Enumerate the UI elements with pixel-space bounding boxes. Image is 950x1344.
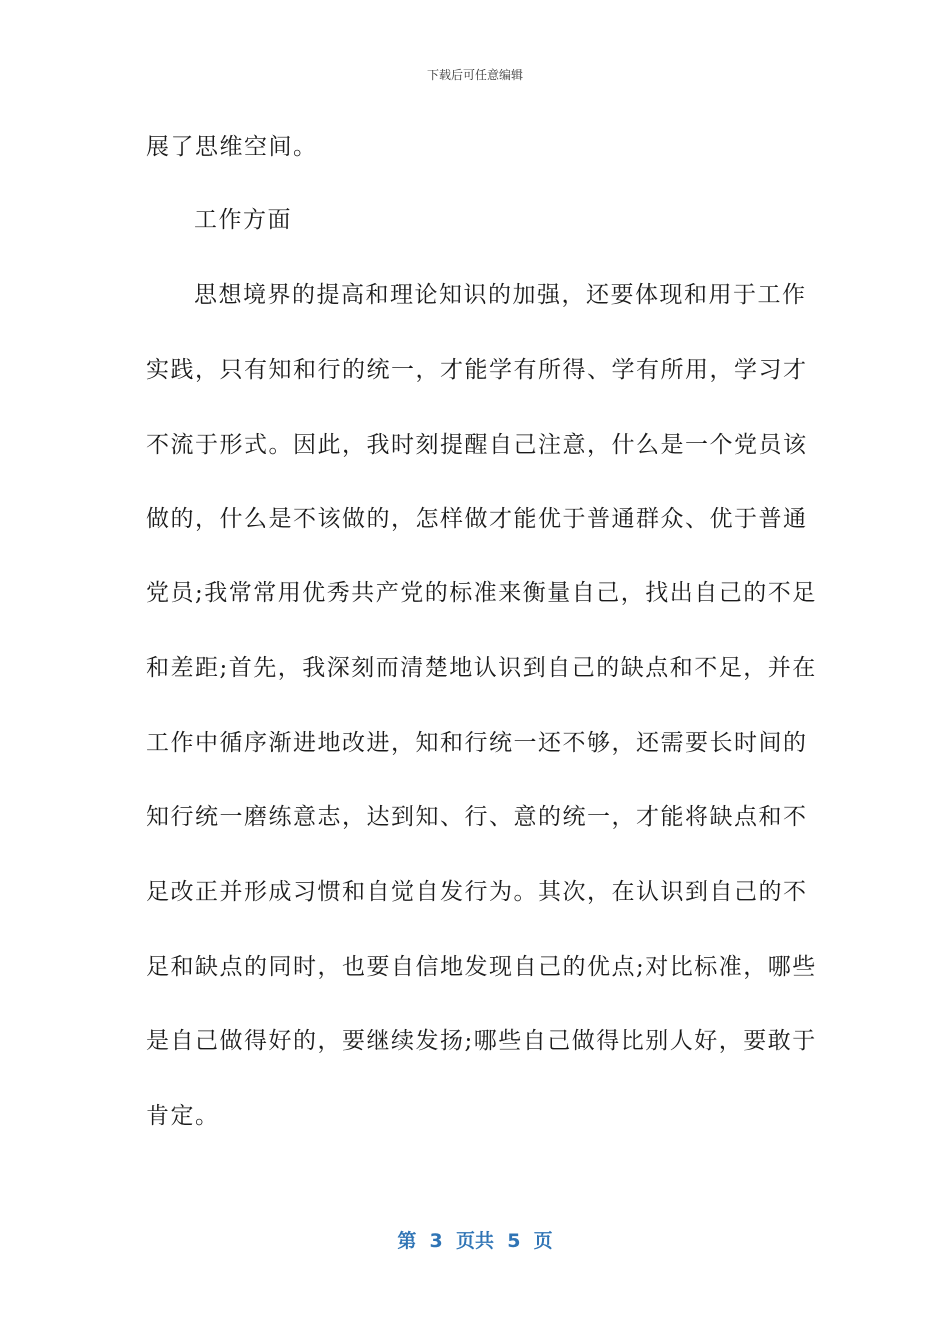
text-line: 实践，只有知和行的统一，才能学有所得、学有所用，学习才	[146, 357, 808, 383]
text-line: 工作中循序渐进地改进，知和行统一还不够，还需要长时间的	[146, 730, 808, 756]
text-line: 和差距;首先，我深刻而清楚地认识到自己的缺点和不足，并在	[146, 655, 817, 681]
text-line: 足改正并形成习惯和自觉自发行为。其次，在认识到自己的不	[146, 879, 808, 905]
page-number: 第 3 页共 5 页	[397, 1230, 553, 1252]
text-line: 做的，什么是不该做的，怎样做才能优于普通群众、优于普通	[146, 506, 808, 532]
text-line: 足和缺点的同时，也要自信地发现自己的优点;对比标准，哪些	[146, 954, 817, 980]
text-line: 是自己做得好的，要继续发扬;哪些自己做得比别人好，要敢于	[146, 1028, 817, 1054]
page-header: 下载后可任意编辑	[426, 68, 523, 82]
text-line: 思想境界的提高和理论知识的加强，还要体现和用于工作	[194, 282, 807, 308]
text-line: 党员;我常常用优秀共产党的标准来衡量自己，找出自己的不足	[146, 580, 817, 606]
text-line: 不流于形式。因此，我时刻提醒自己注意，什么是一个党员该	[146, 432, 808, 458]
text-line: 知行统一磨练意志，达到知、行、意的统一，才能将缺点和不	[146, 804, 808, 830]
text-line: 展了思维空间。	[146, 134, 318, 160]
section-heading: 工作方面	[194, 207, 292, 233]
text-line: 肯定。	[146, 1103, 220, 1129]
